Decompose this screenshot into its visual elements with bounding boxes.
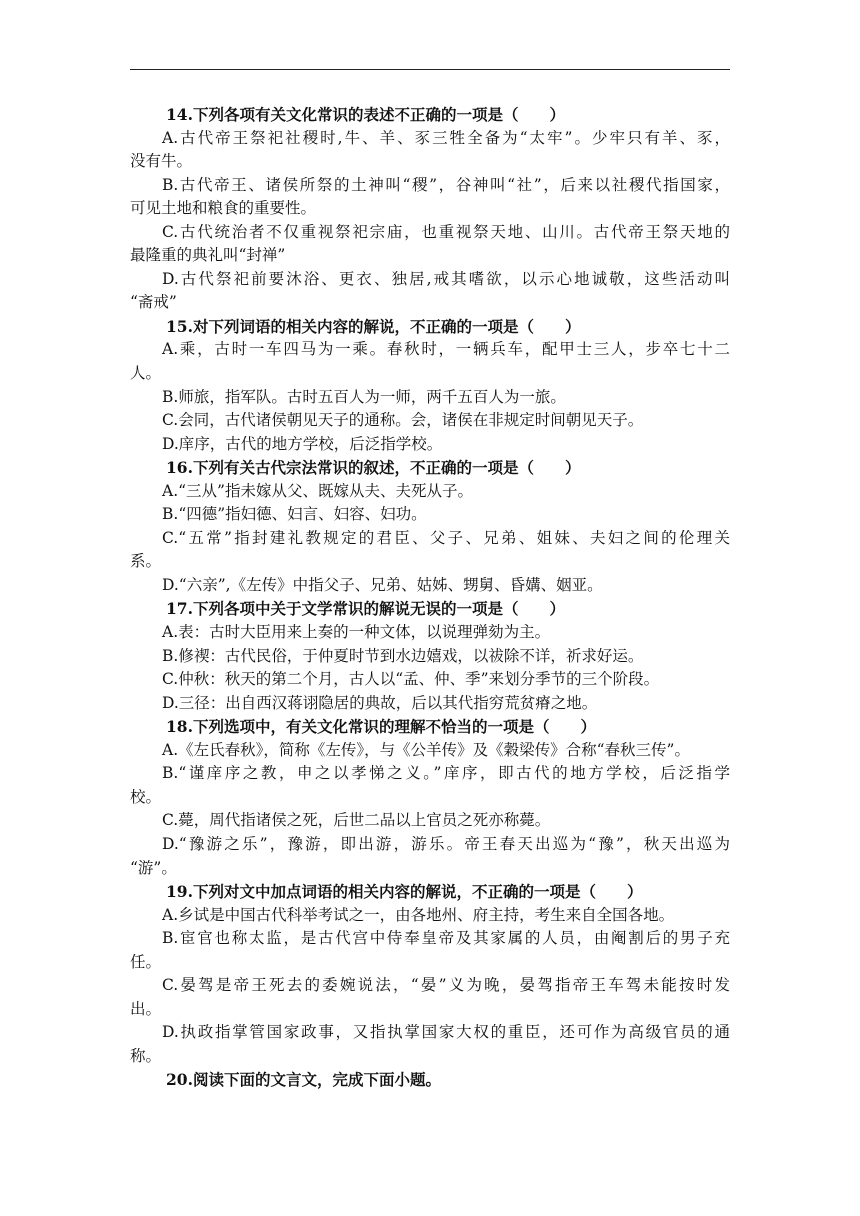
answer-option	[130, 762, 730, 809]
answer-option	[130, 527, 730, 574]
option-line-continued: 最隆重的典礼叫“封禅”	[130, 246, 286, 265]
answer-option	[130, 739, 730, 763]
question-14	[130, 103, 730, 315]
option-line-continued: “斋戒”	[130, 293, 177, 312]
answer-option	[130, 480, 730, 504]
option-line: C.晏驾是帝王死去的委婉说法，“晏”义为晚，晏驾指帝王车驾未能按时发	[162, 976, 730, 995]
option-line-continued: 人。	[130, 364, 162, 383]
option-line: B.“谨庠序之教，申之以孝悌之义。”庠序，即古代的地方学校，后泛指学	[162, 764, 730, 783]
answer-option	[130, 621, 730, 645]
question-stem: 17.下列各项中关于文学常识的解说无误的一项是（ ）	[166, 599, 565, 619]
option-line: C.古代统治者不仅重视祭祀宗庙，也重视祭天地、山川。古代帝王祭天地的	[162, 222, 730, 241]
option-line: A.《左氏春秋》，简称《左传》，与《公羊传》及《穀梁传》合称“春秋三传”。	[162, 740, 690, 759]
answer-option	[130, 503, 730, 527]
answer-option	[130, 645, 730, 669]
answer-option	[130, 221, 730, 268]
answer-option	[130, 409, 730, 433]
answer-option	[130, 174, 730, 221]
question-stem: 20.阅读下面的文言文，完成下面小题。	[166, 1070, 441, 1090]
option-line: D.“豫游之乐”，豫游，即出游，游乐。帝王春天出巡为“豫”，秋天出巡为	[162, 834, 730, 853]
answer-option	[130, 433, 730, 457]
option-line: D.古代祭祀前要沐浴、更衣、独居,戒其嗜欲，以示心地诚敬，这些活动叫	[162, 269, 730, 288]
header-rule	[130, 69, 730, 70]
question-17	[130, 597, 730, 715]
option-line: D.庠序，古代的地方学校，后泛指学校。	[162, 434, 443, 453]
answer-option	[130, 904, 730, 928]
option-line: A.表：古时大臣用来上奏的一种文体，以说理弹劾为主。	[162, 623, 551, 642]
answer-option	[130, 833, 730, 880]
answer-option	[130, 386, 730, 410]
answer-option	[130, 927, 730, 974]
option-line: D.“六亲”,《左传》中指父子、兄弟、姑姊、甥舅、昏媾、姻亚。	[162, 575, 603, 594]
question-15	[130, 315, 730, 456]
answer-option	[130, 974, 730, 1021]
option-line-continued: 没有牛。	[130, 152, 193, 171]
option-line: A.乡试是中国古代科举考试之一，由各地州、府主持，考生来自全国各地。	[162, 905, 675, 924]
option-line: C.“五常”指封建礼教规定的君臣、父子、兄弟、姐妹、夫妇之间的伦理关	[162, 528, 730, 547]
question-16	[130, 456, 730, 597]
option-line: C.会同，古代诸侯朝见天子的通称。会，诸侯在非规定时间朝见天子。	[162, 411, 644, 430]
question-20	[130, 1068, 730, 1092]
option-line-continued: 出。	[130, 999, 162, 1018]
answer-option	[130, 574, 730, 598]
option-line: A.“三从”指未嫁从父、既嫁从夫、夫死从子。	[162, 481, 473, 500]
answer-option	[130, 1021, 730, 1068]
option-line: C.薨，周代指诸侯之死，后世二品以上官员之死亦称薨。	[162, 811, 551, 830]
answer-option	[130, 809, 730, 833]
option-line: D.执政指掌管国家政事，又指执掌国家大权的重臣，还可作为高级官员的通	[162, 1023, 730, 1042]
option-line: B.宦官也称太监，是古代宫中侍奉皇帝及其家属的人员，由阉割后的男子充	[162, 929, 730, 948]
option-line: D.三径：出自西汉蒋诩隐居的典故，后以其代指穷荒贫瘠之地。	[162, 693, 598, 712]
option-line: A.古代帝王祭祀社稷时,牛、羊、豕三牲全备为“太牢”。少牢只有羊、豕，	[162, 128, 730, 147]
question-18	[130, 715, 730, 880]
answer-option	[130, 668, 730, 692]
answer-option	[130, 338, 730, 385]
option-line-continued: 可见土地和粮食的重要性。	[130, 199, 317, 218]
answer-option	[130, 268, 730, 315]
option-line: B.古代帝王、诸侯所祭的土神叫“稷”，谷神叫“社”，后来以社稷代指国家，	[162, 175, 730, 194]
question-stem: 19.下列对文中加点词语的相关内容的解说，不正确的一项是（ ）	[166, 882, 643, 902]
question-stem: 18.下列选项中，有关文化常识的理解不恰当的一项是（ ）	[166, 717, 596, 737]
option-line: A.乘，古时一车四马为一乘。春秋时，一辆兵车，配甲士三人，步卒七十二	[162, 340, 730, 359]
option-line: C.仲秋：秋天的第二个月，古人以“孟、仲、季”来划分季节的三个阶段。	[162, 670, 660, 689]
option-line: B.“四德”指妇德、妇言、妇容、妇功。	[162, 505, 427, 524]
answer-option	[130, 127, 730, 174]
question-stem: 16.下列有关古代宗法常识的叙述，不正确的一项是（ ）	[166, 458, 581, 478]
document-body	[130, 103, 730, 1092]
option-line-continued: “游”。	[130, 858, 177, 877]
option-line: B.师旅，指军队。古时五百人为一师，两千五百人为一旅。	[162, 387, 566, 406]
question-19	[130, 880, 730, 1068]
question-stem: 14.下列各项有关文化常识的表述不正确的一项是（ ）	[166, 105, 565, 124]
option-line: B.修禊：古代民俗，于仲夏时节到水边嬉戏，以祓除不详，祈求好运。	[162, 646, 644, 665]
option-line-continued: 任。	[130, 952, 162, 971]
option-line-continued: 系。	[130, 552, 162, 571]
option-line-continued: 校。	[130, 787, 162, 806]
question-stem: 15.对下列词语的相关内容的解说，不正确的一项是（ ）	[166, 316, 581, 336]
option-line-continued: 称。	[130, 1046, 162, 1065]
answer-option	[130, 692, 730, 716]
